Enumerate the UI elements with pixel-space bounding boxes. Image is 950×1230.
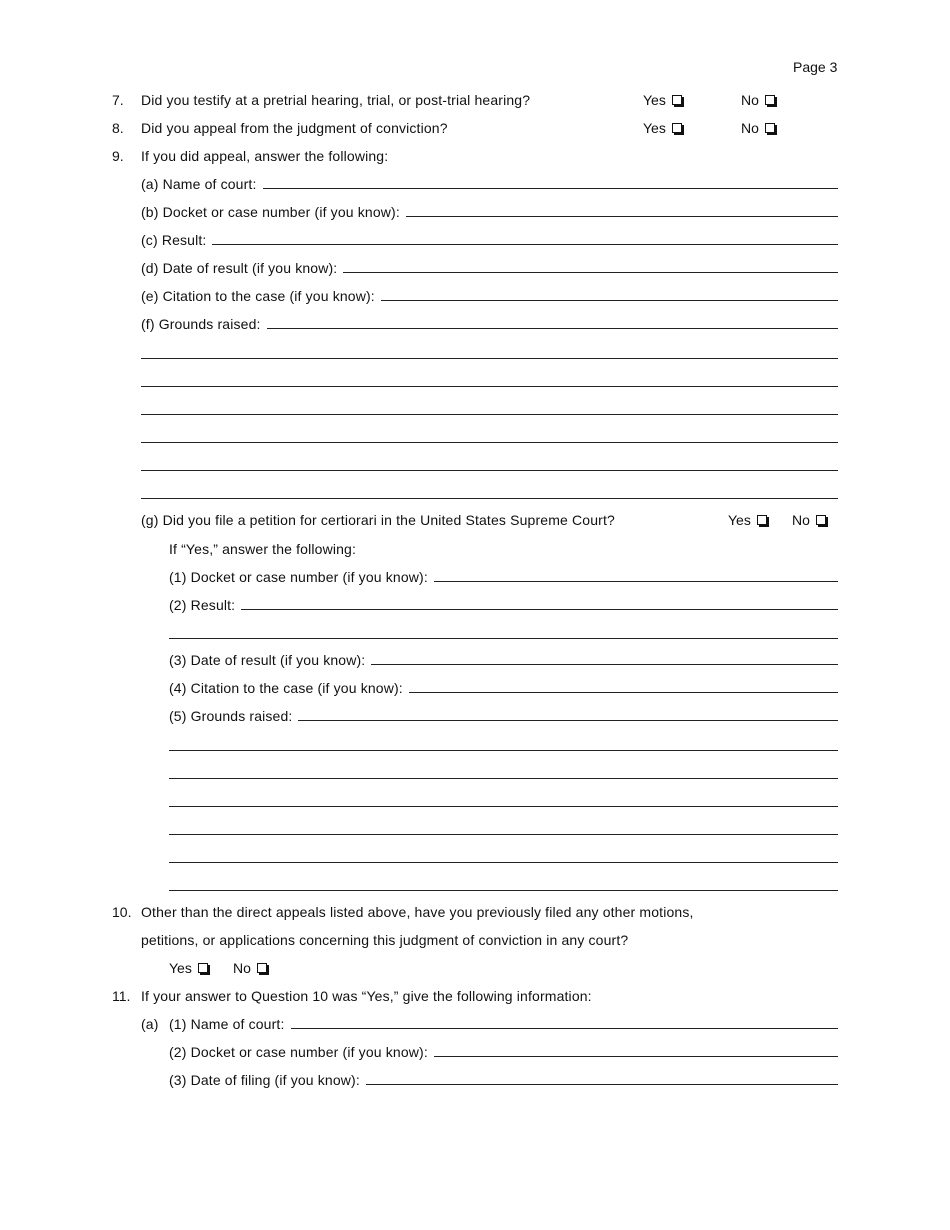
question-number: 8. (112, 120, 124, 136)
field-label: (5) Grounds raised: (169, 708, 293, 724)
question-number: 9. (112, 148, 124, 164)
answer-line[interactable] (434, 1056, 838, 1057)
field-label: (2) Result: (169, 597, 236, 613)
q9g1-field (169, 565, 838, 585)
answer-line[interactable] (381, 300, 838, 301)
question-text: If your answer to Question 10 was “Yes,” give the following information: (141, 988, 592, 1004)
q9e-field (141, 284, 838, 304)
q9c-field (141, 228, 838, 248)
yes-label: Yes (169, 960, 192, 976)
answer-line[interactable] (169, 778, 838, 779)
checkbox-icon[interactable] (765, 95, 775, 105)
answer-line[interactable] (169, 890, 838, 891)
q7-yes[interactable] (643, 88, 682, 108)
q9g3-field (169, 648, 838, 668)
question-text: Did you testify at a pretrial hearing, trial, or post-trial hearing? (141, 92, 531, 108)
answer-line[interactable] (212, 244, 838, 245)
q9g4-field (169, 676, 838, 696)
answer-line[interactable] (409, 692, 838, 693)
yes-label: Yes (643, 120, 666, 136)
question-text: petitions, or applications concerning this judgment of conviction in any court? (141, 932, 629, 948)
field-label: (b) Docket or case number (if you know): (141, 204, 400, 220)
field-label: (2) Docket or case number (if you know): (169, 1044, 428, 1060)
field-label: (a) Name of court: (141, 176, 257, 192)
question-9 (112, 144, 388, 164)
field-label: (1) Name of court: (169, 1016, 285, 1032)
checkbox-icon[interactable] (198, 963, 208, 973)
q9g-instruction: If “Yes,” answer the following: (169, 541, 356, 557)
question-text: If you did appeal, answer the following: (141, 148, 389, 164)
answer-line[interactable] (406, 216, 838, 217)
answer-line[interactable] (169, 638, 838, 639)
q8-yes[interactable] (643, 116, 682, 136)
answer-line[interactable] (141, 470, 838, 471)
field-label: (c) Result: (141, 232, 207, 248)
no-label: No (792, 512, 810, 528)
answer-line[interactable] (291, 1028, 838, 1029)
answer-line[interactable] (263, 188, 838, 189)
checkbox-icon[interactable] (765, 123, 775, 133)
question-11 (112, 984, 592, 1004)
question-number: 7. (112, 92, 124, 108)
q9g-no[interactable] (792, 508, 826, 528)
field-label: (f) Grounds raised: (141, 316, 261, 332)
answer-line[interactable] (141, 442, 838, 443)
answer-line[interactable] (141, 386, 838, 387)
field-label: (3) Date of result (if you know): (169, 652, 366, 668)
question-10 (112, 900, 694, 920)
checkbox-icon[interactable] (672, 95, 682, 105)
page-number: Page 3 (793, 59, 838, 75)
field-label: (d) Date of result (if you know): (141, 260, 338, 276)
field-label: (3) Date of filing (if you know): (169, 1072, 360, 1088)
answer-line[interactable] (371, 664, 838, 665)
answer-line[interactable] (298, 720, 838, 721)
q10-yes[interactable] (169, 956, 208, 976)
no-label: No (741, 120, 759, 136)
no-label: No (741, 92, 759, 108)
checkbox-icon[interactable] (757, 515, 767, 525)
field-label: (1) Docket or case number (if you know): (169, 569, 428, 585)
q9f-field (141, 312, 838, 332)
q7-no[interactable] (741, 88, 775, 108)
q9g2-field (169, 593, 838, 613)
question-text: Did you appeal from the judgment of conviction? (141, 120, 448, 136)
q9b-field (141, 200, 838, 220)
q8-no[interactable] (741, 116, 775, 136)
answer-line[interactable] (366, 1084, 838, 1085)
q9g-yes[interactable] (728, 508, 767, 528)
no-label: No (233, 960, 251, 976)
q11a3-field (169, 1068, 838, 1088)
answer-line[interactable] (141, 358, 838, 359)
answer-line[interactable] (141, 498, 838, 499)
answer-line[interactable] (267, 328, 838, 329)
question-8 (112, 116, 448, 136)
checkbox-icon[interactable] (257, 963, 267, 973)
yes-label: Yes (728, 512, 751, 528)
question-number: 11. (112, 988, 131, 1004)
question-number: 10. (112, 904, 132, 920)
question-text: Other than the direct appeals listed above, have you previously filed any other motions, (141, 904, 694, 920)
question-7 (112, 88, 530, 108)
checkbox-icon[interactable] (816, 515, 826, 525)
answer-line[interactable] (241, 609, 838, 610)
answer-line[interactable] (343, 272, 838, 273)
question-10-continued (141, 928, 628, 948)
q9d-field (141, 256, 838, 276)
q9a-field (141, 172, 838, 192)
q11a1-field (169, 1012, 838, 1032)
answer-line[interactable] (434, 581, 838, 582)
q11a2-field (169, 1040, 838, 1060)
q9g-question (141, 508, 615, 528)
field-label: (e) Citation to the case (if you know): (141, 288, 375, 304)
answer-line[interactable] (169, 750, 838, 751)
checkbox-icon[interactable] (672, 123, 682, 133)
q10-no[interactable] (233, 956, 267, 976)
q9g5-field (169, 704, 838, 724)
answer-line[interactable] (169, 806, 838, 807)
yes-label: Yes (643, 92, 666, 108)
answer-line[interactable] (169, 834, 838, 835)
field-label: (4) Citation to the case (if you know): (169, 680, 403, 696)
q11a-marker: (a) (141, 1016, 159, 1032)
answer-line[interactable] (169, 862, 838, 863)
question-text: (g) Did you file a petition for certiorari in the United States Supreme Court? (141, 512, 615, 528)
answer-line[interactable] (141, 414, 838, 415)
